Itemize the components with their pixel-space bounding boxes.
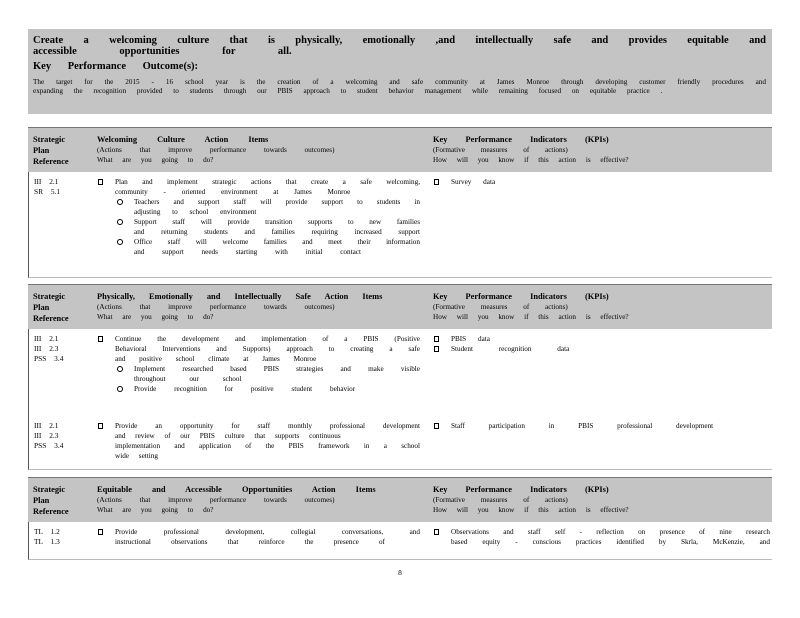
action-item-continued: implementation and application of the PBIS framework in a school <box>115 442 420 450</box>
sub-item-text: Provide recognition for positive student behavior <box>134 385 356 393</box>
sub-item-continued: adjusting to school environment <box>134 208 257 216</box>
action-header <box>97 291 417 322</box>
sub-item-text: Office staff will welcome families and meet their information <box>134 238 420 246</box>
checkbox-bullet-icon <box>434 179 439 185</box>
kpi-subheading: (Formative measures of actions) <box>433 146 568 154</box>
checkbox-bullet-icon <box>434 529 439 535</box>
ref-header-line: Reference <box>33 507 69 516</box>
action-items <box>98 177 420 257</box>
action-items <box>98 527 420 547</box>
kpi-text: Survey data <box>451 178 496 186</box>
sub-item <box>98 364 420 374</box>
page-number: 8 <box>398 568 402 577</box>
kpi-item <box>434 421 770 431</box>
action-question: What are you going to do? <box>97 506 214 514</box>
action-items <box>98 421 420 461</box>
ref-code: SR 5.1 <box>34 187 61 196</box>
ref-code: III 2.1 <box>34 334 59 343</box>
ref-header-line: Strategic <box>33 485 66 494</box>
goal-box <box>28 29 772 114</box>
kpi-question: How will you know if this action is effective? <box>433 506 629 514</box>
ref-header-line: Strategic <box>33 292 66 301</box>
sub-item-continued: and returning students and families requiring increased support <box>134 228 420 236</box>
kpi-list <box>434 334 770 354</box>
checkbox-bullet-icon <box>98 336 103 342</box>
section-header <box>28 127 772 172</box>
kpi-text: Staff participation in PBIS professional development <box>451 422 714 430</box>
section-equitable-opportunities <box>28 477 772 560</box>
ref-header-line: Plan <box>33 146 50 155</box>
kpi-question: How will you know if this action is effective? <box>433 313 629 321</box>
action-item <box>98 177 420 187</box>
checkbox-bullet-icon <box>434 336 439 342</box>
action-item <box>98 527 420 537</box>
kpi-question: How will you know if this action is effective? <box>433 156 629 164</box>
kpi-text: Student recognition data <box>451 345 570 353</box>
plan-reference <box>34 177 60 197</box>
ref-code: III 2.1 <box>34 177 59 186</box>
circle-bullet-icon <box>117 366 123 372</box>
action-item-text: Provide professional development, collegial conversations, and <box>115 528 420 536</box>
section-body <box>28 172 772 278</box>
sub-item-text: Teachers and support staff will provide support to students in <box>134 198 420 206</box>
ref-header-line: Reference <box>33 157 69 166</box>
kpi-item <box>434 527 770 537</box>
action-question: What are you going to do? <box>97 156 214 164</box>
kpi-header <box>433 134 633 165</box>
ref-code: III 2.1 <box>34 421 59 430</box>
ref-header-line: Plan <box>33 496 50 505</box>
action-item-text: Plan and implement strategic actions that create a safe welcoming, <box>115 178 420 186</box>
goal-title-line2: accessible opportunities for all. <box>33 46 292 57</box>
action-item-text: Provide an opportunity for staff monthly professional development <box>115 422 420 430</box>
ref-header <box>33 134 93 167</box>
kpi-list <box>434 421 770 431</box>
action-item-continued: and review of our PBIS culture that supports continuous <box>115 432 341 440</box>
action-subheading: (Actions that improve performance towards outcomes) <box>97 496 335 504</box>
checkbox-bullet-icon <box>434 423 439 429</box>
action-subheading: (Actions that improve performance towards outcomes) <box>97 303 335 311</box>
action-item <box>98 334 420 344</box>
kpi-header <box>433 291 633 322</box>
sub-item-continued: and support needs starting with initial contact <box>134 248 361 256</box>
ref-code: III 2.3 <box>34 344 59 353</box>
ref-header <box>33 484 93 517</box>
ref-header-line: Plan <box>33 303 50 312</box>
goal-title-line1: Create a welcoming culture that is physically, emotionally ,and intellectually safe and provides equitable and <box>33 35 766 46</box>
checkbox-bullet-icon <box>98 423 103 429</box>
action-items <box>98 334 420 394</box>
ref-code: TL 1.2 <box>34 527 60 536</box>
section-header <box>28 284 772 329</box>
kpo-heading: Key Performance Outcome(s): <box>33 61 199 72</box>
action-question: What are you going to do? <box>97 313 214 321</box>
action-header <box>97 484 417 515</box>
action-item-continued: wide setting <box>115 452 158 460</box>
kpi-item-continued: based equity - conscious practices identified by Skrla, McKenzie, and <box>451 538 770 546</box>
kpi-title: Key Performance Indicators (KPIs) <box>433 135 609 144</box>
kpi-title: Key Performance Indicators (KPIs) <box>433 485 609 494</box>
checkbox-bullet-icon <box>98 529 103 535</box>
section-body <box>28 329 772 470</box>
plan-reference <box>34 421 63 451</box>
section-body <box>28 522 772 560</box>
goal-target-line1: The target for the 2015 - 16 school year is the creation of a welcoming and safe community at James Monroe through developing customer friendly procedures and <box>33 78 766 86</box>
ref-code: PSS 3.4 <box>34 354 64 363</box>
kpi-item <box>434 177 770 187</box>
goal-target-line2: expanding the recognition provided to students through our PBIS approach to student behavior management while remaining focused on equitable practice . <box>33 87 663 95</box>
plan-reference <box>34 334 63 364</box>
checkbox-bullet-icon <box>98 179 103 185</box>
kpi-text: PBIS data <box>451 335 490 343</box>
action-item-continued: and positive school climate at James Monroe <box>115 355 317 363</box>
kpi-text: Observations and staff self - reflection on presence of nine research <box>451 528 770 536</box>
sub-item <box>98 384 420 394</box>
kpi-list <box>434 527 770 547</box>
sub-item <box>98 217 420 227</box>
ref-header-line: Strategic <box>33 135 66 144</box>
sub-item-text: Support staff will provide transition supports to new families <box>134 218 420 226</box>
ref-header <box>33 291 93 324</box>
kpi-header <box>433 484 633 515</box>
section-title: Physically, Emotionally and Intellectually Safe Action Items <box>97 292 383 301</box>
action-subheading: (Actions that improve performance towards outcomes) <box>97 146 335 154</box>
kpi-list <box>434 177 770 187</box>
ref-code: TL 1.3 <box>34 537 60 546</box>
section-welcoming-culture <box>28 127 772 278</box>
sub-item <box>98 237 420 247</box>
action-item-continued: community - oriented environment at James Monroe <box>115 188 351 196</box>
ref-code: PSS 3.4 <box>34 441 64 450</box>
sub-item-continued: throughout our school <box>134 375 242 383</box>
circle-bullet-icon <box>117 386 123 392</box>
kpi-title: Key Performance Indicators (KPIs) <box>433 292 609 301</box>
section-title: Equitable and Accessible Opportunities Action Items <box>97 485 376 494</box>
circle-bullet-icon <box>117 219 123 225</box>
kpi-item <box>434 334 770 344</box>
circle-bullet-icon <box>117 239 123 245</box>
ref-header-line: Reference <box>33 314 69 323</box>
sub-item-text: Implement researched based PBIS strategies and make visible <box>134 365 420 373</box>
circle-bullet-icon <box>117 199 123 205</box>
kpi-item <box>434 344 770 354</box>
checkbox-bullet-icon <box>434 346 439 352</box>
kpi-subheading: (Formative measures of actions) <box>433 496 568 504</box>
action-header <box>97 134 417 165</box>
plan-reference <box>34 527 60 547</box>
action-item-continued: instructional observations that reinforce the presence of <box>115 538 385 546</box>
action-item-text: Continue the development and implementation of a PBIS (Positive <box>115 335 420 343</box>
section-safe-actions <box>28 284 772 470</box>
section-header <box>28 477 772 522</box>
action-item-continued: Behavioral Interventions and Supports) approach to creating a safe <box>115 345 420 353</box>
ref-code: III 2.3 <box>34 431 59 440</box>
sub-item <box>98 197 420 207</box>
section-title: Welcoming Culture Action Items <box>97 135 269 144</box>
kpi-subheading: (Formative measures of actions) <box>433 303 568 311</box>
action-item <box>98 421 420 431</box>
